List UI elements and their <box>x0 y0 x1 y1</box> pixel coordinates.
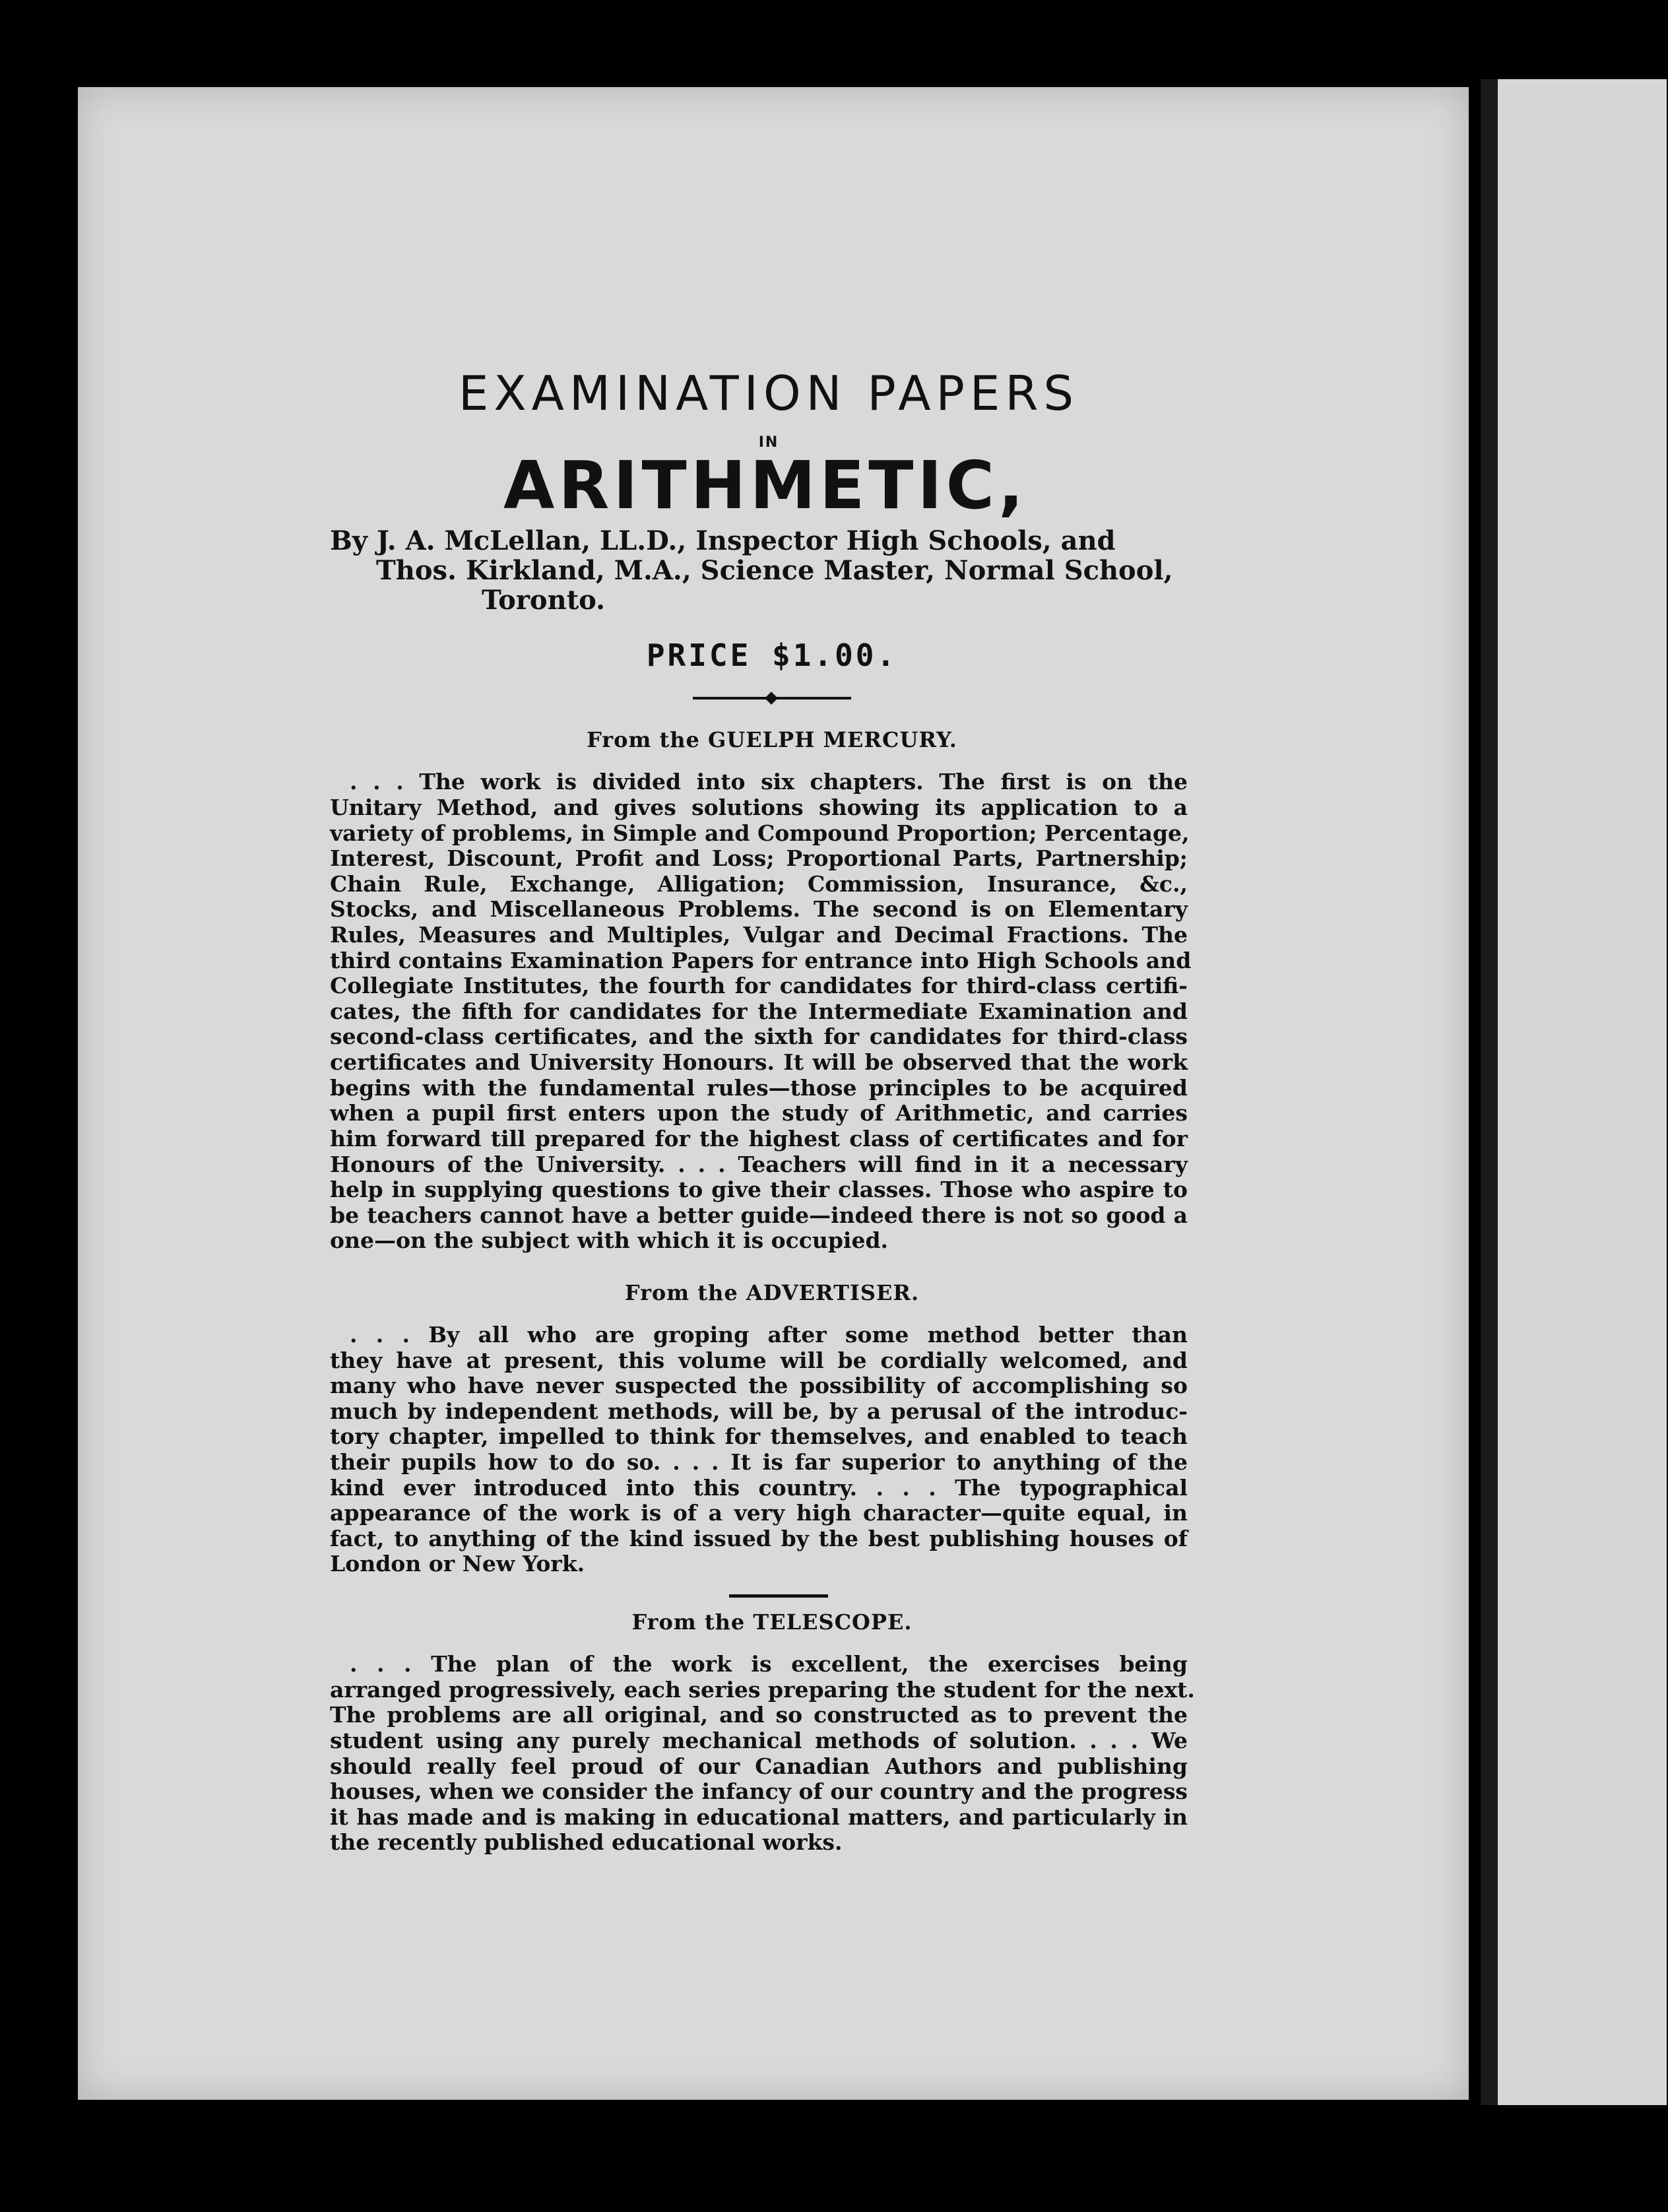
text-line: begins with the fundamental rules—those principles to be acquired <box>330 1074 1188 1101</box>
review-source: From the ADVERTISER. <box>624 1280 920 1305</box>
text-line: many who have never suspected the possibility of accomplishing so <box>330 1373 1188 1399</box>
byline-line: By J. A. McLellan, LL.D., Inspector High Schools, and <box>330 525 1116 556</box>
text-line: when a pupil first enters upon the study of Arithmetic, and carries <box>330 1100 1188 1126</box>
review-source: From the TELESCOPE. <box>631 1610 913 1635</box>
text-line: third contains Examination Papers for entrance into High Schools and <box>330 947 1192 973</box>
text-line: The problems are all original, and so constructed as to prevent the <box>330 1702 1188 1728</box>
byline-line: Toronto. <box>482 584 606 616</box>
text-line: Honours of the University. . . . Teachers will find in it a necessary <box>330 1151 1188 1177</box>
text-line: Rules, Measures and Multiples, Vulgar and Decimal Fractions. The <box>330 922 1188 948</box>
text-line: be teachers cannot have a better guide—indeed there is not so good a <box>330 1202 1188 1228</box>
text-line: certificates and University Honours. It will be observed that the work <box>330 1049 1188 1076</box>
review-text <box>330 1322 1188 1577</box>
text-line: their pupils how to do so. . . . It is far superior to anything of the <box>330 1449 1188 1476</box>
text-line: appearance of the work is of a very high character—quite equal, in <box>330 1500 1188 1526</box>
review-section <box>330 1280 1188 1577</box>
page-title: EXAMINATION PAPERS <box>458 366 1079 421</box>
text-line: student using any purely mechanical methods of solution. . . . We <box>330 1727 1188 1753</box>
review-section <box>330 1610 1195 1856</box>
text-line: Chain Rule, Exchange, Alligation; Commission, Insurance, &c., <box>330 870 1188 897</box>
author-byline <box>330 527 1188 615</box>
text-line: Interest, Discount, Profit and Loss; Proportional Parts, Partnership; <box>330 845 1188 872</box>
text-line: Unitary Method, and gives solutions showing its application to a <box>330 795 1188 820</box>
byline-line: Thos. Kirkland, M.A., Science Master, Normal School, <box>376 554 1173 586</box>
text-line: variety of problems, in Simple and Compound Proportion; Percentage, <box>330 820 1190 846</box>
text-line: cates, the fifth for candidates for the Intermediate Examination and <box>330 998 1188 1024</box>
facing-page-edge <box>1481 79 1667 2105</box>
text-line: second-class certificates, and the sixth for candidates for third-class <box>330 1024 1188 1050</box>
text-line: help in supplying questions to give their classes. Those who aspire to <box>330 1177 1188 1203</box>
review-text <box>330 769 1192 1254</box>
price: PRICE $1.00. <box>646 637 898 674</box>
text-line: it has made and is making in educational matters, and particularly in <box>330 1804 1188 1830</box>
text-line: him forward till prepared for the highest class of certificates and for <box>330 1125 1188 1152</box>
title-connector: IN <box>758 434 779 451</box>
text-line: . . . The plan of the work is excellent, the exercises being <box>350 1651 1188 1677</box>
subject-title: ARITHMETIC, <box>503 447 1028 524</box>
text-line: tory chapter, impelled to think for themselves, and enabled to teach <box>330 1423 1188 1450</box>
review-section <box>330 727 1192 1254</box>
text-line: one—on the subject with which it is occupied. <box>330 1227 889 1254</box>
text-line: . . . By all who are groping after some method better than <box>350 1321 1188 1348</box>
text-line: London or New York. <box>330 1551 585 1577</box>
text-line: houses, when we consider the infancy of our country and the progress <box>330 1778 1188 1805</box>
text-line: they have at present, this volume will be cordially welcomed, and <box>330 1347 1188 1373</box>
text-line: fact, to anything of the kind issued by the best publishing houses of <box>330 1525 1188 1551</box>
ornamental-rule <box>693 696 851 701</box>
text-line: should really feel proud of our Canadian Authors and publishing <box>330 1753 1188 1779</box>
text-line: . . . The work is divided into six chapters. The first is on the <box>350 769 1188 795</box>
review-text <box>330 1651 1195 1856</box>
review-source: From the GUELPH MERCURY. <box>587 727 957 753</box>
text-line: much by independent methods, will be, by a perusal of the introduc- <box>330 1398 1188 1424</box>
text-line: Stocks, and Miscellaneous Problems. The second is on Elementary <box>330 896 1188 923</box>
section-rule <box>729 1594 828 1598</box>
text-line: the recently published educational works. <box>330 1829 843 1856</box>
page-content <box>330 366 1195 1856</box>
text-line: arranged progressively, each series preparing the student for the next. <box>330 1676 1195 1703</box>
text-line: Collegiate Institutes, the fourth for candidates for third-class certifi- <box>330 973 1188 999</box>
text-line: kind ever introduced into this country. . . . The typographical <box>330 1474 1188 1501</box>
